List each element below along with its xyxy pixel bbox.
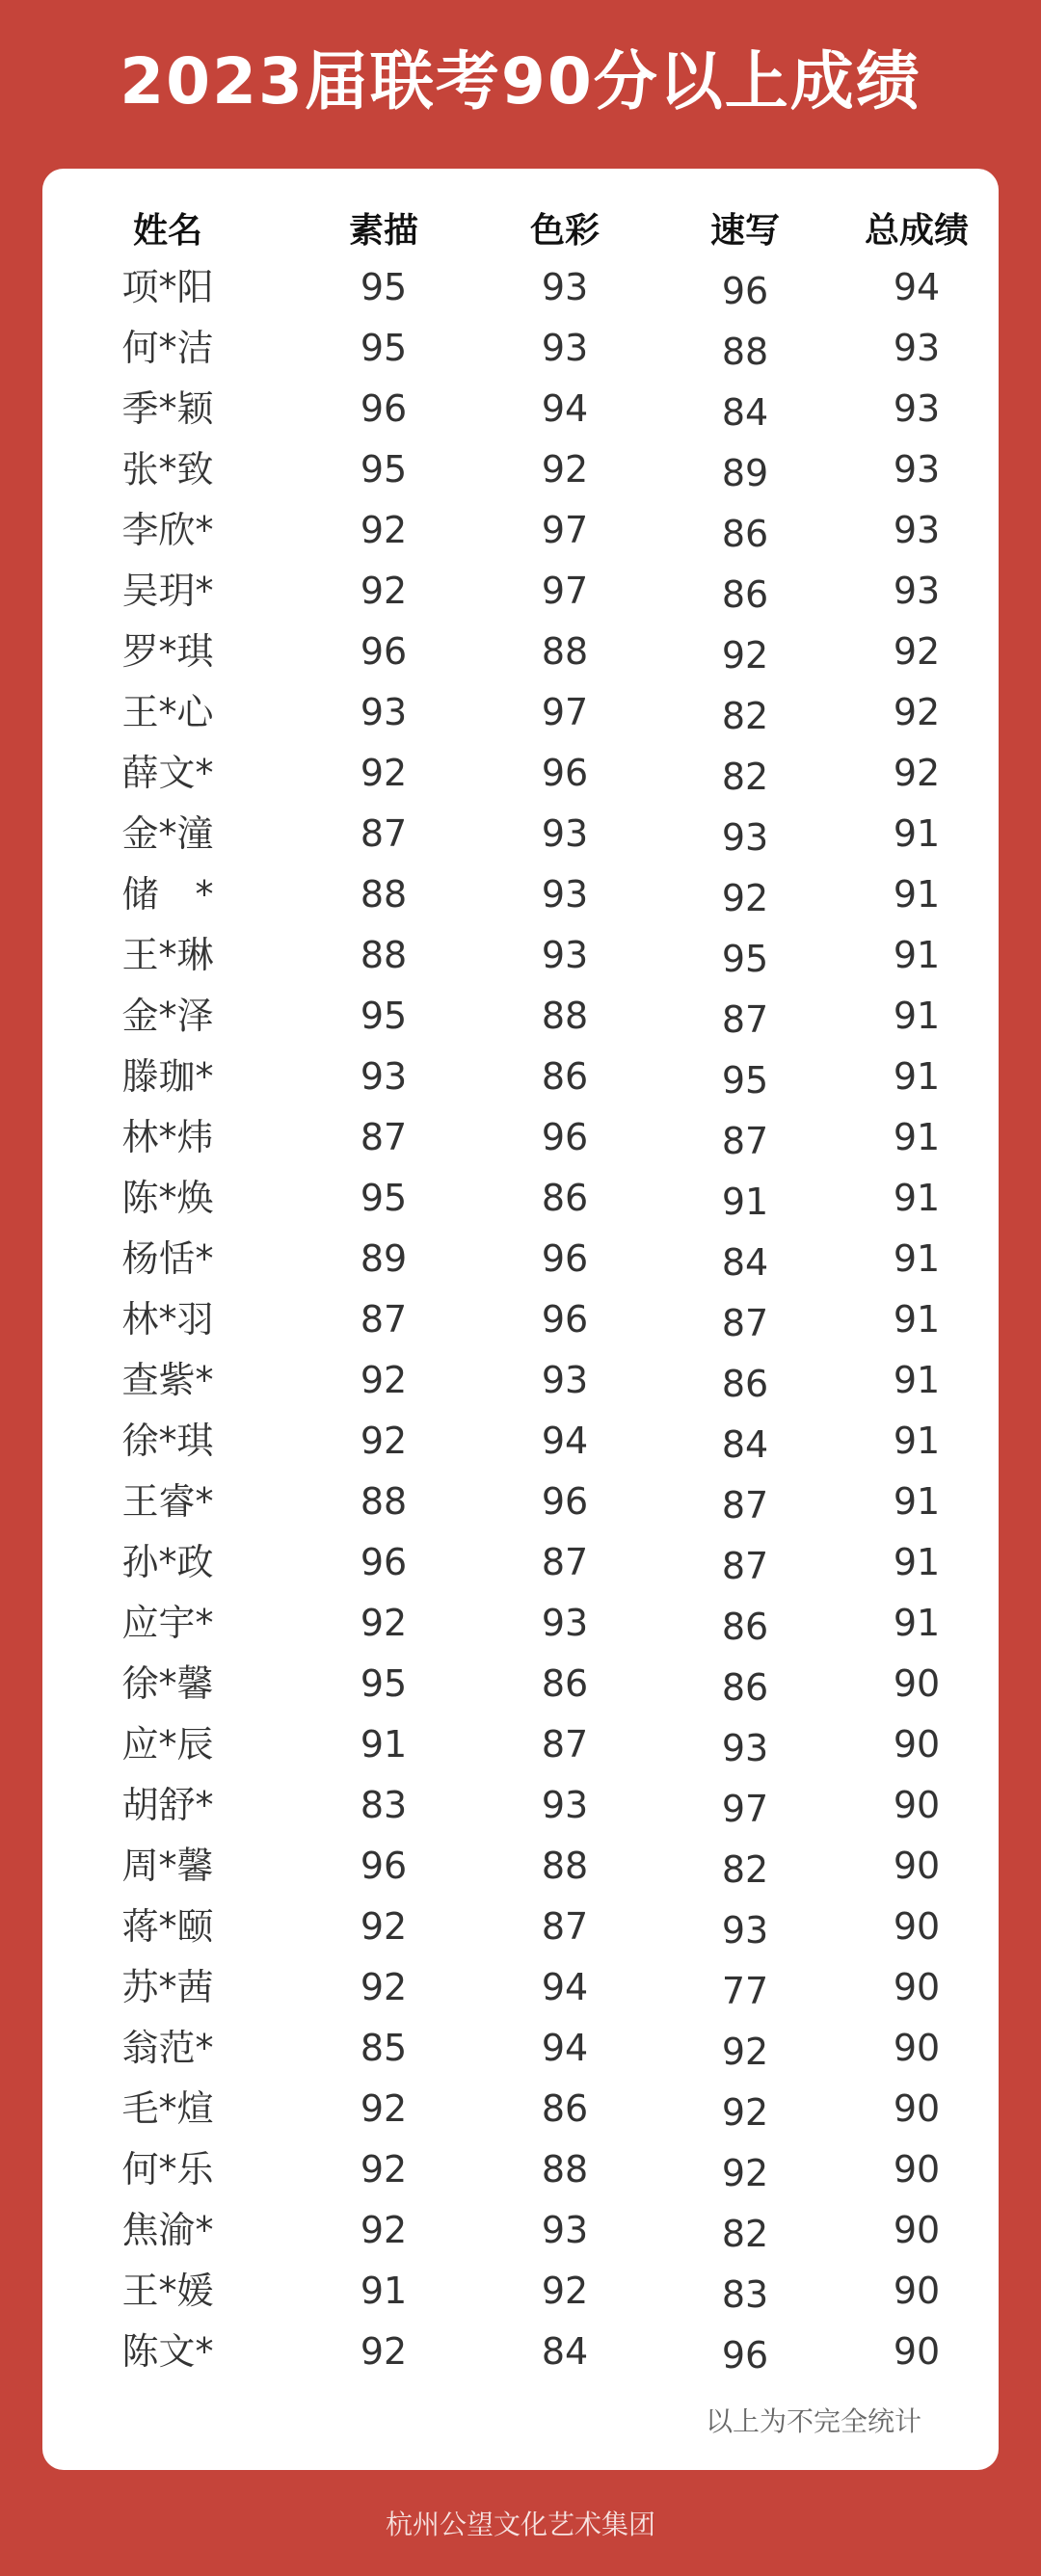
cell-suxie: 87 [721,998,769,1041]
cell-total: 90 [893,1966,941,2008]
header-sumiao: 素描 [348,211,418,251]
table-row [42,2079,999,2139]
cell-total: 90 [893,1905,941,1948]
cell-suxie: 87 [721,1545,769,1587]
cell-secai: 93 [541,812,589,855]
cell-suxie: 86 [721,573,769,616]
scores-card [42,169,999,2470]
cell-total: 92 [893,752,941,794]
cell-total: 92 [893,691,941,733]
table-row [42,682,999,743]
cell-secai: 94 [541,1966,589,2008]
cell-total: 91 [893,1116,941,1158]
cell-sumiao: 85 [360,2027,408,2069]
table-row [42,2322,999,2382]
cell-suxie: 86 [721,1363,769,1405]
cell-secai: 92 [541,448,589,491]
cell-name: 金*泽 [121,995,214,1037]
cell-sumiao: 95 [360,995,408,1037]
table-row [42,1654,999,1714]
cell-sumiao: 91 [360,2270,408,2312]
cell-sumiao: 89 [360,1237,408,1280]
cell-secai: 94 [541,2027,589,2069]
table-row [42,1532,999,1593]
cell-total: 91 [893,1359,941,1401]
cell-sumiao: 92 [360,1905,408,1948]
cell-name: 王*媛 [121,2270,214,2312]
cell-name: 翁范* [121,2027,214,2069]
cell-name: 何*乐 [121,2148,214,2191]
cell-sumiao: 87 [360,1116,408,1158]
cell-sumiao: 88 [360,873,408,916]
cell-suxie: 83 [721,2273,769,2316]
cell-sumiao: 87 [360,1298,408,1341]
table-row [42,864,999,925]
table-row [42,257,999,318]
cell-sumiao: 92 [360,1359,408,1401]
cell-name: 查紫* [121,1359,214,1401]
cell-name: 季*颖 [121,387,214,430]
footer-company: 杭州公望文化艺术集团 [385,2509,655,2540]
cell-total: 90 [893,2330,941,2373]
table-row [42,925,999,986]
table-row [42,2261,999,2322]
cell-suxie: 95 [721,938,769,980]
cell-secai: 88 [541,2148,589,2191]
cell-total: 93 [893,509,941,551]
cell-name: 焦渝* [121,2209,214,2251]
cell-total: 91 [893,1298,941,1341]
cell-total: 91 [893,934,941,976]
table-row [42,743,999,804]
cell-name: 应宇* [121,1602,214,1644]
cell-secai: 97 [541,570,589,612]
table-row [42,379,999,439]
table-row [42,1593,999,1654]
cell-secai: 96 [541,1298,589,1341]
cell-total: 94 [893,266,941,308]
cell-suxie: 92 [721,2031,769,2073]
table-row [42,1411,999,1472]
cell-name: 何*洁 [121,327,214,369]
cell-secai: 84 [541,2330,589,2373]
table-row [42,2200,999,2261]
table-row [42,1714,999,1775]
cell-name: 王*琳 [121,934,214,976]
cell-name: 张*致 [121,448,214,491]
cell-sumiao: 95 [360,1662,408,1705]
cell-name: 林*羽 [121,1298,214,1341]
cell-total: 90 [893,2148,941,2191]
cell-sumiao: 95 [360,1177,408,1219]
cell-total: 90 [893,2027,941,2069]
header-secai: 色彩 [529,211,600,251]
cell-sumiao: 83 [360,1784,408,1826]
cell-secai: 93 [541,266,589,308]
cell-total: 93 [893,327,941,369]
cell-secai: 86 [541,2087,589,2130]
cell-suxie: 92 [721,2152,769,2194]
cell-secai: 92 [541,2270,589,2312]
cell-total: 92 [893,630,941,673]
header-suxie: 速写 [709,211,780,251]
cell-sumiao: 92 [360,570,408,612]
cell-total: 91 [893,1055,941,1098]
cell-secai: 94 [541,387,589,430]
cell-name: 滕珈* [121,1055,214,1098]
cell-suxie: 87 [721,1120,769,1162]
cell-total: 91 [893,1541,941,1583]
table-row [42,1836,999,1897]
cell-name: 苏*茜 [121,1966,214,2008]
cell-total: 91 [893,873,941,916]
cell-secai: 86 [541,1055,589,1098]
cell-suxie: 88 [721,331,769,373]
table-row [42,622,999,682]
table-row [42,1047,999,1107]
cell-secai: 97 [541,691,589,733]
cell-name: 薛文* [121,752,214,794]
cell-name: 王睿* [121,1480,214,1523]
cell-suxie: 82 [721,1848,769,1891]
table-row [42,439,999,500]
cell-total: 93 [893,448,941,491]
cell-name: 杨恬* [121,1237,214,1280]
cell-sumiao: 96 [360,1541,408,1583]
table-row [42,500,999,561]
cell-suxie: 92 [721,2091,769,2134]
cell-name: 罗*琪 [121,630,214,673]
cell-name: 项*阳 [121,266,214,308]
cell-sumiao: 92 [360,2330,408,2373]
cell-sumiao: 87 [360,812,408,855]
cell-suxie: 82 [721,2213,769,2255]
cell-sumiao: 92 [360,2087,408,2130]
table-row [42,1350,999,1411]
cell-secai: 93 [541,934,589,976]
cell-name: 吴玥* [121,570,214,612]
cell-sumiao: 92 [360,752,408,794]
table-row [42,1168,999,1229]
cell-secai: 93 [541,2209,589,2251]
cell-sumiao: 88 [360,934,408,976]
cell-total: 91 [893,1177,941,1219]
cell-secai: 97 [541,509,589,551]
cell-total: 91 [893,1602,941,1644]
table-row [42,1775,999,1836]
cell-sumiao: 88 [360,1480,408,1523]
cell-secai: 87 [541,1905,589,1948]
table-row [42,986,999,1047]
cell-total: 90 [893,1662,941,1705]
cell-suxie: 86 [721,1606,769,1648]
cell-name: 毛*煊 [121,2087,214,2130]
cell-total: 90 [893,2087,941,2130]
cell-suxie: 82 [721,695,769,737]
cell-name: 林*炜 [121,1116,214,1158]
cell-secai: 88 [541,995,589,1037]
cell-suxie: 86 [721,513,769,555]
table-row [42,318,999,379]
cell-secai: 88 [541,630,589,673]
cell-sumiao: 95 [360,327,408,369]
cell-secai: 94 [541,1420,589,1462]
cell-secai: 87 [541,1541,589,1583]
cell-suxie: 87 [721,1484,769,1527]
cell-total: 91 [893,1480,941,1523]
table-row [42,1897,999,1957]
table-row [42,2139,999,2200]
cell-secai: 96 [541,1480,589,1523]
cell-sumiao: 93 [360,1055,408,1098]
table-row [42,561,999,622]
cell-total: 90 [893,1845,941,1887]
cell-secai: 86 [541,1177,589,1219]
cell-name: 蒋*颐 [121,1905,214,1948]
cell-total: 90 [893,2209,941,2251]
cell-total: 91 [893,1420,941,1462]
cell-suxie: 93 [721,816,769,859]
cell-secai: 93 [541,1784,589,1826]
table-row [42,804,999,864]
cell-suxie: 96 [721,2334,769,2377]
cell-suxie: 95 [721,1059,769,1102]
cell-sumiao: 91 [360,1723,408,1766]
cell-sumiao: 95 [360,266,408,308]
cell-sumiao: 96 [360,387,408,430]
cell-suxie: 92 [721,634,769,677]
table-row [42,1107,999,1168]
cell-name: 徐*琪 [121,1420,214,1462]
header-total: 总成绩 [864,211,969,251]
cell-sumiao: 92 [360,509,408,551]
table-body [42,257,999,2382]
cell-name: 陈文* [121,2330,214,2373]
cell-name: 储 * [121,873,214,916]
cell-suxie: 97 [721,1788,769,1830]
cell-secai: 93 [541,1602,589,1644]
table-row [42,1229,999,1289]
cell-sumiao: 92 [360,2209,408,2251]
cell-name: 周*馨 [121,1845,214,1887]
cell-name: 陈*焕 [121,1177,214,1219]
cell-secai: 96 [541,1237,589,1280]
cell-suxie: 96 [721,270,769,312]
cell-secai: 87 [541,1723,589,1766]
cell-suxie: 93 [721,1909,769,1952]
cell-secai: 86 [541,1662,589,1705]
cell-name: 应*辰 [121,1723,214,1766]
cell-total: 90 [893,2270,941,2312]
cell-suxie: 86 [721,1666,769,1709]
cell-total: 91 [893,812,941,855]
cell-total: 93 [893,570,941,612]
cell-sumiao: 96 [360,630,408,673]
table-row [42,1289,999,1350]
cell-sumiao: 95 [360,448,408,491]
cell-secai: 96 [541,1116,589,1158]
cell-suxie: 93 [721,1727,769,1769]
cell-total: 90 [893,1784,941,1826]
cell-sumiao: 96 [360,1845,408,1887]
cell-suxie: 89 [721,452,769,494]
cell-sumiao: 92 [360,1966,408,2008]
cell-suxie: 87 [721,1302,769,1344]
table-row [42,1957,999,2018]
cell-suxie: 84 [721,391,769,434]
cell-secai: 93 [541,1359,589,1401]
cell-suxie: 92 [721,877,769,919]
cell-total: 91 [893,995,941,1037]
cell-secai: 96 [541,752,589,794]
cell-name: 徐*馨 [121,1662,214,1705]
cell-name: 胡舒* [121,1784,214,1826]
table-row [42,1472,999,1532]
cell-name: 王*心 [121,691,214,733]
cell-sumiao: 92 [360,1420,408,1462]
cell-suxie: 84 [721,1241,769,1284]
cell-secai: 93 [541,873,589,916]
cell-sumiao: 92 [360,1602,408,1644]
cell-suxie: 77 [721,1970,769,2012]
cell-total: 91 [893,1237,941,1280]
cell-suxie: 91 [721,1181,769,1223]
cell-name: 孙*政 [121,1541,214,1583]
cell-name: 金*潼 [121,812,214,855]
cell-total: 93 [893,387,941,430]
cell-suxie: 82 [721,756,769,798]
cell-total: 90 [893,1723,941,1766]
page-title: 2023届联考90分以上成绩 [120,44,921,119]
cell-secai: 88 [541,1845,589,1887]
statistics-note: 以上为不完全统计 [705,2405,921,2437]
cell-secai: 93 [541,327,589,369]
header-name: 姓名 [132,211,202,251]
table-header [42,198,999,265]
cell-sumiao: 92 [360,2148,408,2191]
cell-suxie: 84 [721,1423,769,1466]
cell-name: 李欣* [121,509,214,551]
cell-sumiao: 93 [360,691,408,733]
table-row [42,2018,999,2079]
